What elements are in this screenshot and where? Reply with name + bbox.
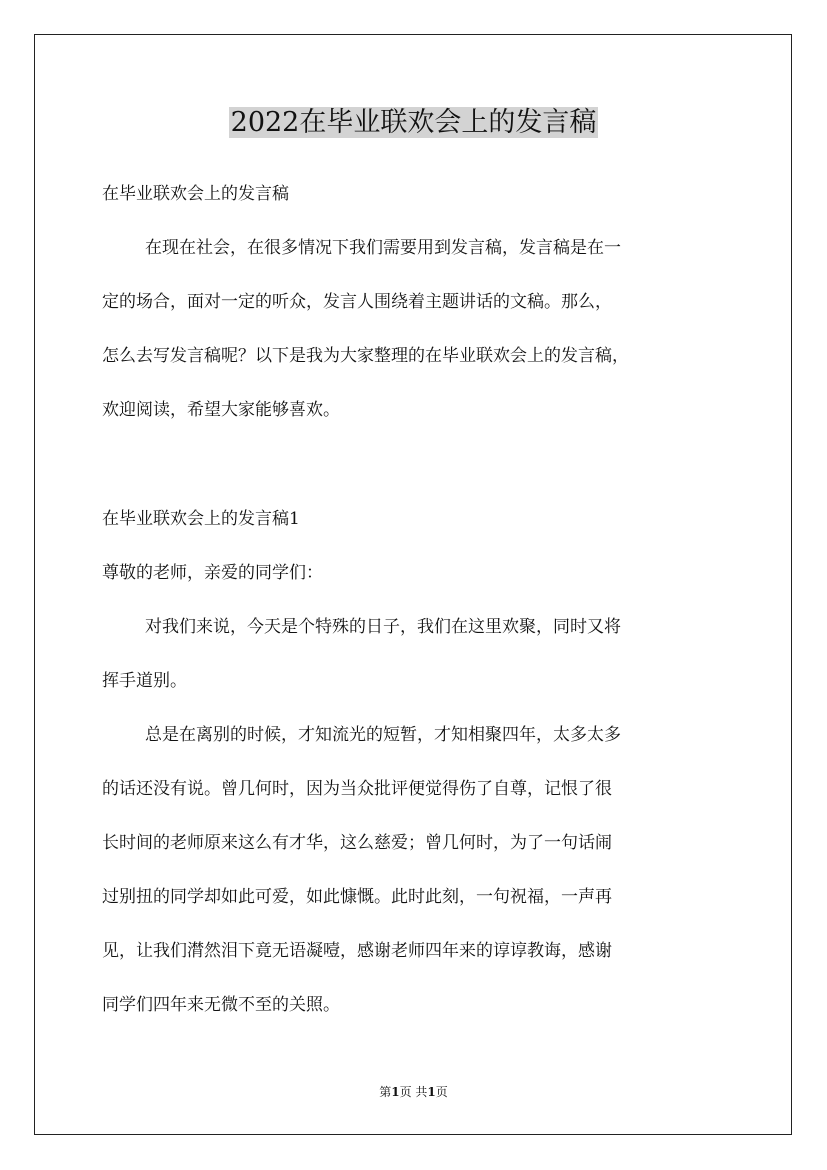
paragraph-line: 总是在离别的时候，才知流光的短暂，才知相聚四年，太多太多 bbox=[145, 725, 621, 745]
footer-page-suffix: 页 bbox=[435, 1085, 448, 1099]
paragraph-line: 在现在社会，在很多情况下我们需要用到发言稿，发言稿是在一 bbox=[145, 238, 621, 258]
paragraph-line: 的话还没有说。曾几何时，因为当众批评便觉得伤了自尊，记恨了很 bbox=[102, 779, 612, 799]
paragraph-line: 长时间的老师原来这么有才华，这么慈爱；曾几何时，为了一句话闹 bbox=[102, 833, 612, 853]
subtitle-line: 在毕业联欢会上的发言稿 bbox=[102, 184, 289, 204]
paragraph-line: 对我们来说，今天是个特殊的日子，我们在这里欢聚，同时又将 bbox=[145, 617, 621, 637]
document-title bbox=[0, 101, 827, 145]
footer-page-middle: 页 共 bbox=[399, 1085, 428, 1099]
paragraph-line: 定的场合，面对一定的听众，发言人围绕着主题讲话的文稿。那么， bbox=[102, 292, 612, 312]
section-heading: 在毕业联欢会上的发言稿1 bbox=[102, 509, 300, 529]
footer-page-current: 1 bbox=[391, 1085, 400, 1099]
page-footer bbox=[0, 1084, 827, 1100]
paragraph-line: 同学们四年来无微不至的关照。 bbox=[102, 995, 340, 1015]
paragraph-line: 欢迎阅读，希望大家能够喜欢。 bbox=[102, 400, 340, 420]
document-title-text: 2022在毕业联欢会上的发言稿 bbox=[230, 107, 597, 138]
paragraph-line: 见，让我们潸然泪下竟无语凝噎，感谢老师四年来的谆谆教诲，感谢 bbox=[102, 941, 612, 961]
footer-page-total: 1 bbox=[427, 1085, 436, 1099]
paragraph-line: 过别扭的同学却如此可爱，如此慷慨。此时此刻，一句祝福，一声再 bbox=[102, 887, 612, 907]
paragraph-line: 挥手道别。 bbox=[102, 671, 187, 691]
salutation-line: 尊敬的老师，亲爱的同学们： bbox=[102, 563, 323, 583]
footer-page-prefix: 第 bbox=[379, 1085, 392, 1099]
paragraph-line: 怎么去写发言稿呢？以下是我为大家整理的在毕业联欢会上的发言稿， bbox=[102, 346, 629, 366]
